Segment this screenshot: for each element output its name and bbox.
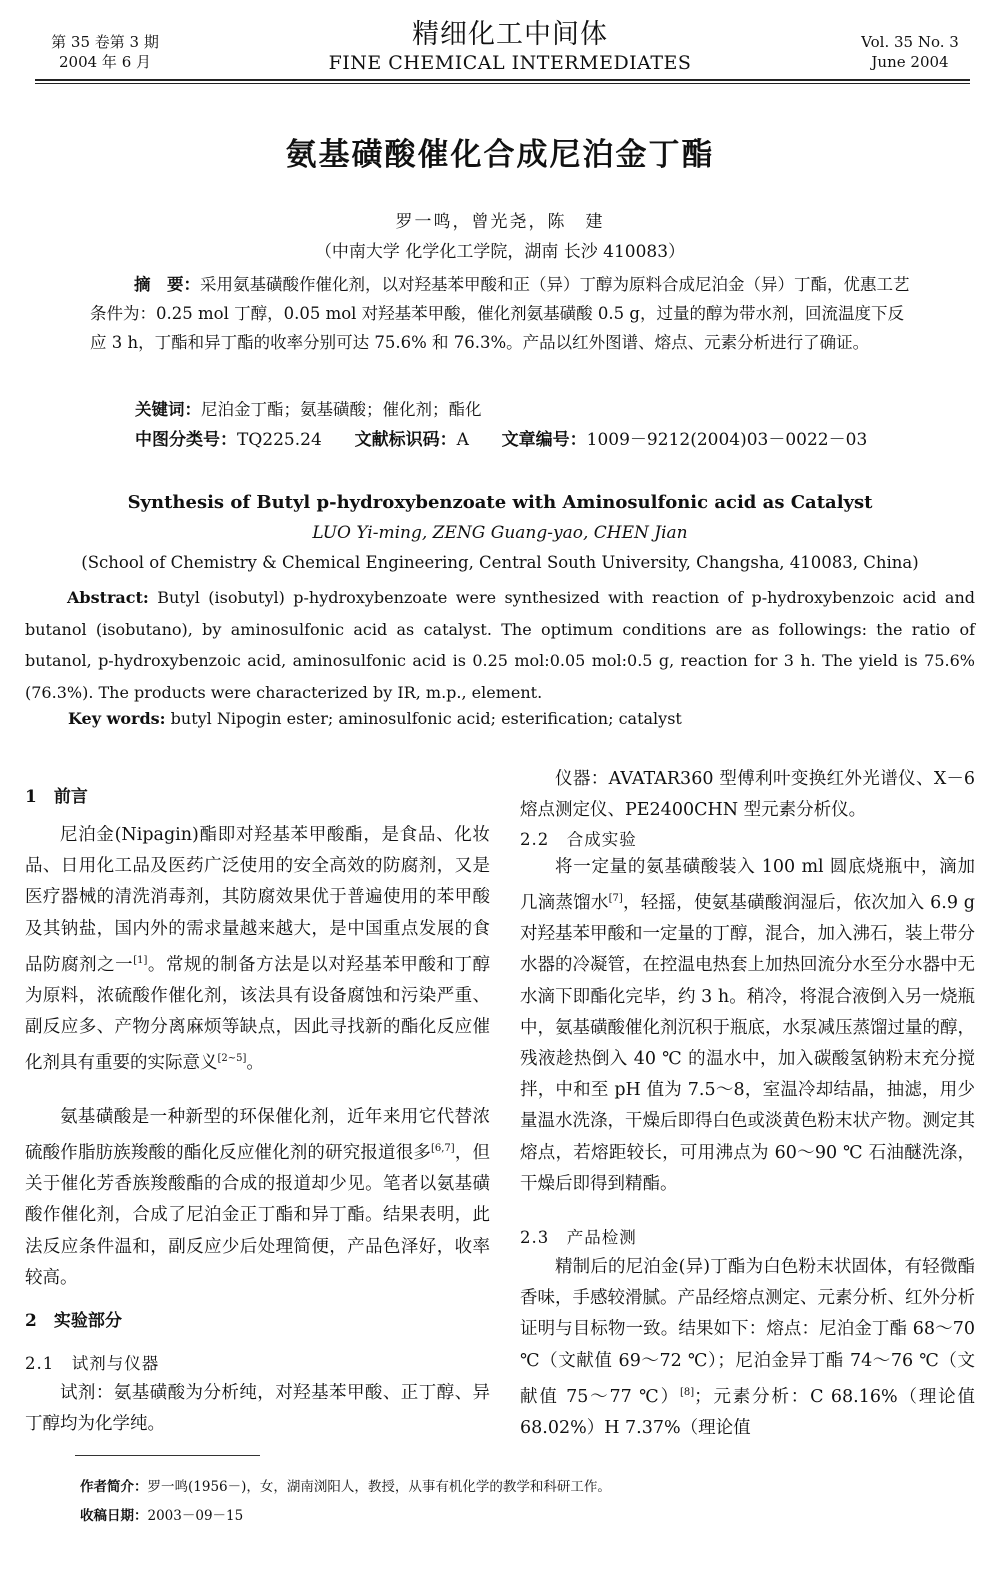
article-number-value: 1009－9212(2004)03－0022－03: [586, 430, 868, 450]
intro-p1-text: 尼泊金(Nipagin)酯即对羟基苯甲酸酯，是食品、化妆品、日用化工品及医药广泛使用的安全高效的防腐剂，又是医疗器械的清洗消毒剂，其防腐效果优于普遍使用的苯甲酸及其钠盐，国内外的需求量越来越大，是中国重点发展的食品防腐剂之一: [25, 825, 490, 975]
keywords-cn-text: 尼泊金丁酯；氨基磺酸；催化剂；酯化: [201, 400, 482, 419]
product-test-text-b: ；元素分析：C 68.16%（理论值 68.02%）H 7.37%（理论值: [520, 1386, 975, 1438]
reagents-paragraph: 试剂：氨基磺酸为分析纯，对羟基苯甲酸、正丁醇、异丁醇均为化学纯。: [25, 1383, 490, 1435]
citation-7: [7]: [608, 893, 623, 905]
citation-2-5: [2~5]: [217, 1053, 247, 1065]
intro-p1-text-b: 。常规的制备方法是以对羟基苯甲酸和丁醇为原料，浓硫酸作催化剂，该法具有设备腐蚀和污染严重、副反应多、产物分离麻烦等缺点，因此寻找新的酯化反应催化剂具有重要的实际意义: [25, 954, 491, 1074]
intro-paragraph-1: [25, 820, 490, 1079]
journal-name-cn: 精细化工中间体: [412, 19, 608, 50]
section-2-1-heading: 2.1 试剂与仪器: [25, 1354, 160, 1373]
footnote-rule: [75, 1455, 260, 1456]
doc-code-value: A: [456, 430, 469, 450]
intro-p1-end: 。: [246, 1053, 264, 1074]
doc-code-label: 文献标识码：: [354, 430, 457, 450]
header-rule-thin: [35, 83, 970, 84]
authors-cn: 罗一鸣，曾光尧，陈 建: [395, 212, 605, 232]
keywords-en: [68, 706, 968, 732]
abstract-cn: [90, 270, 920, 357]
author-bio: [80, 1476, 611, 1498]
abstract-en-label: Abstract:: [67, 588, 149, 607]
product-test-text: 精制后的尼泊金(异)丁酯为白色粉末状固体，有轻微酯香味，手感较滑腻。产品经熔点测定、元素分析、红外分析证明与目标物一致。结果如下：熔点：尼泊金丁酯 68～70 ℃（文献值 69～72 ℃）；尼泊金异丁酯 74～76 ℃（文献值 75～77 ℃）: [520, 1257, 975, 1407]
abstract-en: [25, 582, 975, 708]
header-rule: [35, 79, 970, 81]
synthesis-paragraph: [520, 852, 975, 1200]
citation-8: [8]: [679, 1386, 695, 1398]
keywords-en-text: butyl Nipogin ester; aminosulfonic acid; esterification; catalyst: [165, 709, 682, 728]
classification-line: [135, 428, 955, 452]
paper-title-cn: 氨基磺酸催化合成尼泊金丁酯: [285, 137, 715, 173]
journal-issue-en: [855, 32, 965, 72]
issue-date-en: June 2004: [871, 53, 949, 71]
authors-en: LUO Yi-ming, ZENG Guang-yao, CHEN Jian: [312, 523, 688, 543]
synthesis-text-b: ，轻摇，使氨基磺酸润湿后，依次加入 6.9 g 对羟基苯甲酸和一定量的丁醇，混合，加入沸石，装上带分水器的冷凝管，在控温电热套上加热回流分水至分水器中无水滴下即酯化完毕，约 3 h。稍冷，将混合液倒入另一烧瓶中，氨基磺酸催化剂沉积于瓶底，水泵减压蒸馏过量的醇，残液趁热倒入 40 ℃ 的温水中，加入碳酸氢钠粉末充分搅拌，中和至 pH 值为 7.5～8，室温冷却结晶，抽滤，用少量温水洗涤，干燥后即得白色或淡黄色粉末状产物。测定其熔点，若熔距较长，可用沸点为 60～90 ℃ 石油醚洗涤，干燥后即得到精酯。: [520, 893, 975, 1194]
intro-p2-text-b: ，但关于催化芳香族羧酸酯的合成的报道却少见。笔者以氨基磺酸作催化剂，合成了尼泊金正丁酯和异丁酯。结果表明，此法反应条件温和，副反应少后处理简便，产品色泽好，收率较高。: [25, 1143, 491, 1288]
keywords-en-label: Key words:: [68, 709, 166, 728]
instruments-paragraph: 仪器：AVATAR360 型傅利叶变换红外光谱仪、X－6 熔点测定仪、PE2400CHN 型元素分析仪。: [520, 769, 975, 821]
clc-label: 中图分类号：: [135, 430, 237, 450]
section-2-3-heading: 2.3 产品检测: [520, 1228, 637, 1247]
product-test-paragraph: [520, 1252, 975, 1444]
intro-paragraph-2: [25, 1102, 490, 1294]
clc-value: TQ225.24: [237, 430, 322, 450]
abstract-cn-label: 摘 要：: [134, 275, 200, 294]
journal-issue: [40, 32, 170, 72]
journal-name-en: FINE CHEMICAL INTERMEDIATES: [328, 52, 692, 74]
keywords-cn-label: 关键词：: [135, 400, 201, 419]
affiliation-cn: （中南大学 化学化工学院，湖南 长沙 410083）: [314, 242, 686, 262]
synthesis-text: 将一定量的氨基磺酸装入 100 ml 圆底烧瓶中，滴加几滴蒸馏水: [520, 857, 975, 914]
author-bio-label: 作者简介：: [80, 1479, 148, 1495]
received-date: [80, 1505, 243, 1527]
paper-title-en: Synthesis of Butyl p-hydroxybenzoate with Aminosulfonic acid as Catalyst: [127, 492, 873, 513]
keywords-cn: [135, 398, 935, 422]
received-date-text: 2003－09－15: [147, 1508, 244, 1524]
citation-6-7: [6,7]: [430, 1143, 455, 1155]
issue-date: 2004 年 6 月: [58, 53, 152, 71]
section-2-heading: 2 实验部分: [25, 1311, 122, 1331]
journal-name: [300, 18, 720, 74]
intro-p2-text: 氨基磺酸是一种新型的环保催化剂，近年来用它代替浓硫酸作脂肪族羧酸的酯化反应催化剂的研究报道很多: [25, 1107, 490, 1164]
section-2-2-heading: 2.2 合成实验: [520, 830, 637, 849]
affiliation-en: (School of Chemistry & Chemical Engineering, Central South University, Changsha, 410083, China): [81, 553, 919, 572]
issue-volume-en: Vol. 35 No. 3: [861, 33, 959, 51]
citation-1: [1]: [133, 954, 148, 966]
abstract-cn-text: 采用氨基磺酸作催化剂，以对羟基苯甲酸和正（异）丁醇为原料合成尼泊金（异）丁酯，优惠工艺条件为：0.25 mol 丁醇，0.05 mol 对羟基苯甲酸，催化剂氨基磺酸 0.5 g，过量的醇为带水剂，回流温度下反应 3 h，丁酯和异丁酯的收率分别可达 75.6% 和 76.3%。产品以红外图谱、熔点、元素分析进行了确证。: [90, 275, 910, 352]
abstract-en-text: Butyl (isobutyl) p-hydroxybenzoate were synthesized with reaction of p-hydroxybenzoic acid and butanol (isobutano), by aminosulfonic acid as catalyst. The optimum conditions are as followings: the ratio of butanol, p-hydroxybenzoic acid, aminosulfonic acid is 0.25 mol:0.05 mol:0.5 g, reaction for 3 h. The yield is 75.6%(76.3%). The products were characterized by IR, m.p., element.: [25, 588, 975, 702]
author-bio-text: 罗一鸣(1956－)，女，湖南浏阳人，教授，从事有机化学的教学和科研工作。: [147, 1479, 611, 1495]
article-number-label: 文章编号：: [501, 430, 587, 450]
issue-volume: 第 35 卷第 3 期: [51, 33, 159, 51]
received-date-label: 收稿日期：: [80, 1508, 148, 1524]
section-1-heading: 1 前言: [25, 787, 88, 807]
